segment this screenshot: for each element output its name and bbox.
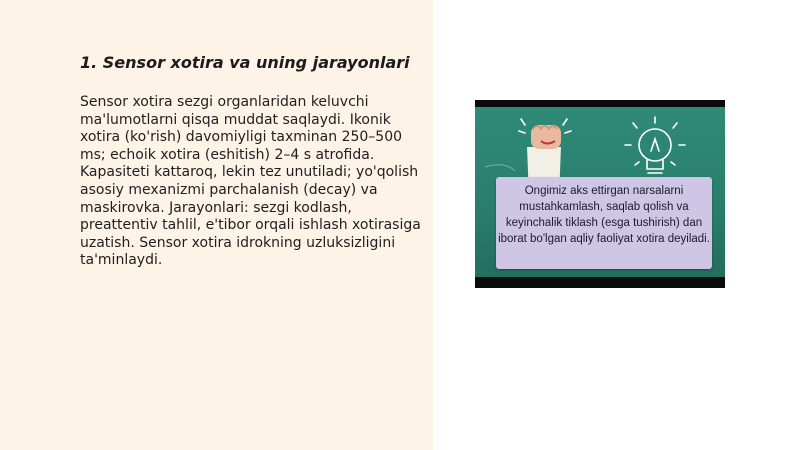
definition-note xyxy=(496,177,712,269)
memory-definition-image xyxy=(475,100,725,288)
light-bulb-icon xyxy=(625,117,685,173)
slide-heading: 1. Sensor xotira va uning jarayonlari xyxy=(80,53,410,72)
chalkboard xyxy=(475,107,725,277)
definition-note-text: Ongimiz aks ettirgan narsalarni mustahkamlash, saqlab qolish va keyinchalik tiklash (esga tushirish) dan iborat bo'lgan aqliy faoliyat xotira deyiladi. xyxy=(498,185,710,245)
slide-body-text: Sensor xotira sezgi organlaridan keluvchi ma'lumotlarni qisqa muddat saqlaydi. Ikonik xotira (ko'rish) davomiyligi taxminan 250–500 ms; echoik xotira (eshitish) 2–4 s atrofida. Kapasiteti kattaroq, lekin tez unutiladi; yo'qolish asosiy mexanizmi parchalanish (decay) va maskirovka. Jarayonlari: sezgi kodlash, preattentiv tahlil, e'tibor orqali ishlash xotirasiga uzatish. Sensor xotira idrokning uzluksizligini ta'minlaydi. xyxy=(80,94,421,269)
